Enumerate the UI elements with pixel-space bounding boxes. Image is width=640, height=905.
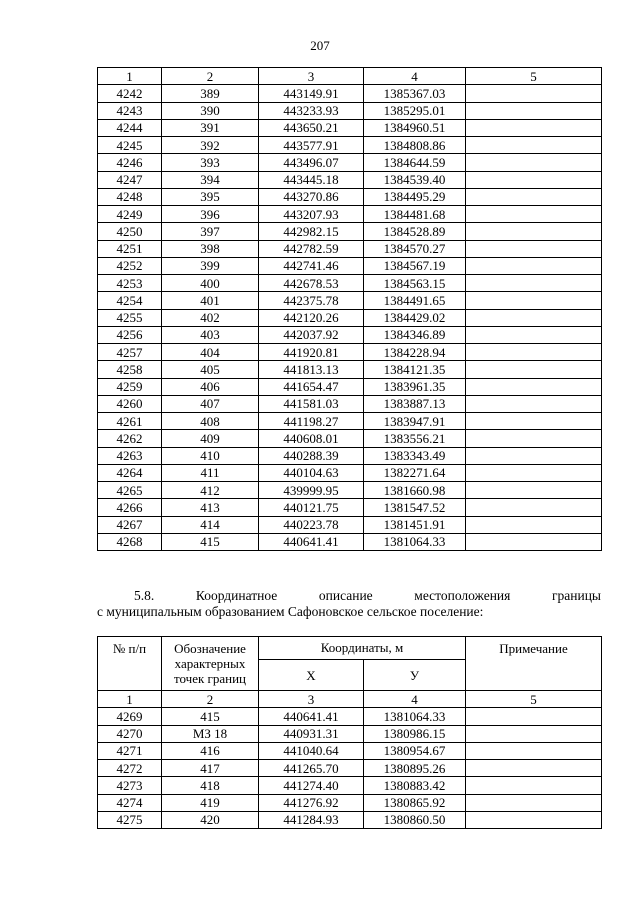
row-number-cell: 4260: [98, 395, 162, 412]
table-row: [98, 361, 602, 378]
x-coordinate-cell: 439999.95: [259, 482, 364, 499]
note-cell: [466, 292, 602, 309]
y-coordinate-cell: 1384228.94: [364, 344, 466, 361]
note-cell: [466, 206, 602, 223]
note-cell: [466, 533, 602, 550]
table-row: [98, 708, 602, 725]
y-coordinate-cell: 1383556.21: [364, 430, 466, 447]
x-coordinate-cell: 443233.93: [259, 102, 364, 119]
note-cell: [466, 482, 602, 499]
x-coordinate-cell: 441813.13: [259, 361, 364, 378]
row-number-cell: 4267: [98, 516, 162, 533]
row-number-cell: 4271: [98, 742, 162, 759]
y-coordinate-cell: 1384960.51: [364, 119, 466, 136]
y-coordinate-cell: 1384429.02: [364, 309, 466, 326]
x-coordinate-cell: 441265.70: [259, 760, 364, 777]
point-cell: 407: [162, 395, 259, 412]
row-number-cell: 4261: [98, 413, 162, 430]
y-coordinate-cell: 1383343.49: [364, 447, 466, 464]
column-number: 4: [364, 68, 466, 85]
column-number-row: [98, 68, 602, 85]
table-row: [98, 326, 602, 343]
row-number-cell: 4263: [98, 447, 162, 464]
row-number-cell: 4264: [98, 464, 162, 481]
y-coordinate-cell: 1384808.86: [364, 137, 466, 154]
note-cell: [466, 188, 602, 205]
y-coordinate-cell: 1383887.13: [364, 395, 466, 412]
point-cell: 411: [162, 464, 259, 481]
x-coordinate-cell: 442741.46: [259, 257, 364, 274]
row-number-cell: 4256: [98, 326, 162, 343]
table-row: [98, 292, 602, 309]
note-cell: [466, 119, 602, 136]
x-coordinate-cell: 441276.92: [259, 794, 364, 811]
point-cell: 415: [162, 533, 259, 550]
x-coordinate-cell: 442120.26: [259, 309, 364, 326]
row-number-cell: 4249: [98, 206, 162, 223]
y-coordinate-cell: 1382271.64: [364, 464, 466, 481]
x-coordinate-cell: 442782.59: [259, 240, 364, 257]
point-cell: 414: [162, 516, 259, 533]
column-number-row: [98, 691, 602, 708]
note-cell: [466, 499, 602, 516]
table-row: [98, 760, 602, 777]
table-row: [98, 119, 602, 136]
point-cell: 413: [162, 499, 259, 516]
row-number-cell: 4244: [98, 119, 162, 136]
coordinates-table-1: [97, 67, 602, 551]
point-cell: 403: [162, 326, 259, 343]
y-coordinate-cell: 1384481.68: [364, 206, 466, 223]
note-cell: [466, 378, 602, 395]
point-cell: 393: [162, 154, 259, 171]
point-cell: 409: [162, 430, 259, 447]
note-cell: [466, 154, 602, 171]
table-row: [98, 395, 602, 412]
point-cell: 389: [162, 85, 259, 102]
note-cell: [466, 447, 602, 464]
header-coordinates: Координаты, м: [259, 637, 466, 660]
table-row: [98, 154, 602, 171]
note-cell: [466, 430, 602, 447]
column-number: 2: [162, 691, 259, 708]
table-row: [98, 378, 602, 395]
x-coordinate-cell: 440641.41: [259, 708, 364, 725]
x-coordinate-cell: 441581.03: [259, 395, 364, 412]
note-cell: [466, 395, 602, 412]
table-row: [98, 171, 602, 188]
y-coordinate-cell: 1383961.35: [364, 378, 466, 395]
row-number-cell: 4269: [98, 708, 162, 725]
row-number-cell: 4272: [98, 760, 162, 777]
row-number-cell: 4275: [98, 811, 162, 828]
y-coordinate-cell: 1384121.35: [364, 361, 466, 378]
y-coordinate-cell: 1384528.89: [364, 223, 466, 240]
point-cell: 420: [162, 811, 259, 828]
page-number: 207: [310, 38, 330, 53]
table-row: [98, 482, 602, 499]
point-cell: 417: [162, 760, 259, 777]
header-x: X: [259, 660, 364, 691]
section-heading: 5.8. Координатное описание местоположения границы: [134, 588, 601, 603]
table-row: [98, 309, 602, 326]
note-cell: [466, 794, 602, 811]
point-cell: 419: [162, 794, 259, 811]
y-coordinate-cell: 1380860.50: [364, 811, 466, 828]
x-coordinate-cell: 443207.93: [259, 206, 364, 223]
table-row: [98, 102, 602, 119]
note-cell: [466, 309, 602, 326]
note-cell: [466, 137, 602, 154]
x-coordinate-cell: 441654.47: [259, 378, 364, 395]
y-coordinate-cell: 1384570.27: [364, 240, 466, 257]
header-row: [98, 637, 602, 660]
x-coordinate-cell: 440104.63: [259, 464, 364, 481]
point-cell: 401: [162, 292, 259, 309]
row-number-cell: 4265: [98, 482, 162, 499]
note-cell: [466, 777, 602, 794]
point-cell: 408: [162, 413, 259, 430]
note-cell: [466, 464, 602, 481]
x-coordinate-cell: 443650.21: [259, 119, 364, 136]
x-coordinate-cell: 442375.78: [259, 292, 364, 309]
y-coordinate-cell: 1385367.03: [364, 85, 466, 102]
header-designation: Обозначение характерных точек границ: [162, 637, 259, 691]
point-cell: 405: [162, 361, 259, 378]
table-row: [98, 85, 602, 102]
row-number-cell: 4268: [98, 533, 162, 550]
point-cell: 397: [162, 223, 259, 240]
x-coordinate-cell: 440641.41: [259, 533, 364, 550]
y-coordinate-cell: 1380895.26: [364, 760, 466, 777]
x-coordinate-cell: 441198.27: [259, 413, 364, 430]
note-cell: [466, 725, 602, 742]
table-row: [98, 447, 602, 464]
point-cell: 398: [162, 240, 259, 257]
x-coordinate-cell: 440931.31: [259, 725, 364, 742]
row-number-cell: 4247: [98, 171, 162, 188]
y-coordinate-cell: 1381064.33: [364, 708, 466, 725]
row-number-cell: 4251: [98, 240, 162, 257]
table-row: [98, 811, 602, 828]
point-cell: 415: [162, 708, 259, 725]
column-number: 2: [162, 68, 259, 85]
y-coordinate-cell: 1380883.42: [364, 777, 466, 794]
table-row: [98, 430, 602, 447]
point-cell: 390: [162, 102, 259, 119]
note-cell: [466, 326, 602, 343]
point-cell: 406: [162, 378, 259, 395]
point-cell: 410: [162, 447, 259, 464]
note-cell: [466, 223, 602, 240]
note-cell: [466, 811, 602, 828]
y-coordinate-cell: 1381451.91: [364, 516, 466, 533]
row-number-cell: 4242: [98, 85, 162, 102]
point-cell: 396: [162, 206, 259, 223]
x-coordinate-cell: 440121.75: [259, 499, 364, 516]
point-cell: МЗ 18: [162, 725, 259, 742]
section-heading-continuation: с муниципальным образованием Сафоновское сельское поселение:: [97, 604, 484, 619]
x-coordinate-cell: 443149.91: [259, 85, 364, 102]
table-row: [98, 777, 602, 794]
y-coordinate-cell: 1380986.15: [364, 725, 466, 742]
table-row: [98, 240, 602, 257]
row-number-cell: 4250: [98, 223, 162, 240]
point-cell: 416: [162, 742, 259, 759]
table-row: [98, 188, 602, 205]
table-row: [98, 794, 602, 811]
row-number-cell: 4255: [98, 309, 162, 326]
y-coordinate-cell: 1384495.29: [364, 188, 466, 205]
x-coordinate-cell: 441274.40: [259, 777, 364, 794]
x-coordinate-cell: 440223.78: [259, 516, 364, 533]
point-cell: 404: [162, 344, 259, 361]
table-row: [98, 206, 602, 223]
row-number-cell: 4245: [98, 137, 162, 154]
row-number-cell: 4243: [98, 102, 162, 119]
y-coordinate-cell: 1384563.15: [364, 275, 466, 292]
note-cell: [466, 171, 602, 188]
x-coordinate-cell: 440288.39: [259, 447, 364, 464]
header-note: Примечание: [466, 637, 602, 691]
row-number-cell: 4274: [98, 794, 162, 811]
y-coordinate-cell: 1384567.19: [364, 257, 466, 274]
point-cell: 392: [162, 137, 259, 154]
note-cell: [466, 361, 602, 378]
column-number: 3: [259, 68, 364, 85]
point-cell: 391: [162, 119, 259, 136]
note-cell: [466, 413, 602, 430]
x-coordinate-cell: 442037.92: [259, 326, 364, 343]
x-coordinate-cell: 440608.01: [259, 430, 364, 447]
table-row: [98, 516, 602, 533]
row-number-cell: 4270: [98, 725, 162, 742]
note-cell: [466, 708, 602, 725]
coordinates-table-1-body: [98, 68, 602, 551]
x-coordinate-cell: 441284.93: [259, 811, 364, 828]
coordinates-table-2: [97, 636, 602, 829]
note-cell: [466, 240, 602, 257]
note-cell: [466, 85, 602, 102]
column-number: 1: [98, 68, 162, 85]
x-coordinate-cell: 441920.81: [259, 344, 364, 361]
row-number-cell: 4258: [98, 361, 162, 378]
x-coordinate-cell: 443270.86: [259, 188, 364, 205]
y-coordinate-cell: 1381064.33: [364, 533, 466, 550]
x-coordinate-cell: 443496.07: [259, 154, 364, 171]
note-cell: [466, 742, 602, 759]
column-number: 1: [98, 691, 162, 708]
note-cell: [466, 344, 602, 361]
note-cell: [466, 516, 602, 533]
point-cell: 395: [162, 188, 259, 205]
table-row: [98, 742, 602, 759]
table-row: [98, 499, 602, 516]
header-number: № п/п: [98, 637, 162, 691]
row-number-cell: 4273: [98, 777, 162, 794]
y-coordinate-cell: 1384491.65: [364, 292, 466, 309]
x-coordinate-cell: 443445.18: [259, 171, 364, 188]
point-cell: 402: [162, 309, 259, 326]
y-coordinate-cell: 1381547.52: [364, 499, 466, 516]
point-cell: 399: [162, 257, 259, 274]
point-cell: 418: [162, 777, 259, 794]
y-coordinate-cell: 1381660.98: [364, 482, 466, 499]
point-cell: 400: [162, 275, 259, 292]
x-coordinate-cell: 443577.91: [259, 137, 364, 154]
section-paragraph: [97, 588, 601, 620]
y-coordinate-cell: 1384539.40: [364, 171, 466, 188]
y-coordinate-cell: 1380865.92: [364, 794, 466, 811]
row-number-cell: 4254: [98, 292, 162, 309]
row-number-cell: 4253: [98, 275, 162, 292]
column-number: 5: [466, 68, 602, 85]
table-row: [98, 344, 602, 361]
x-coordinate-cell: 442982.15: [259, 223, 364, 240]
y-coordinate-cell: 1384346.89: [364, 326, 466, 343]
row-number-cell: 4252: [98, 257, 162, 274]
table-row: [98, 464, 602, 481]
row-number-cell: 4266: [98, 499, 162, 516]
column-number: 4: [364, 691, 466, 708]
note-cell: [466, 275, 602, 292]
row-number-cell: 4246: [98, 154, 162, 171]
y-coordinate-cell: 1384644.59: [364, 154, 466, 171]
point-cell: 412: [162, 482, 259, 499]
table-row: [98, 137, 602, 154]
note-cell: [466, 760, 602, 777]
row-number-cell: 4248: [98, 188, 162, 205]
table-row: [98, 725, 602, 742]
table-row: [98, 275, 602, 292]
y-coordinate-cell: 1385295.01: [364, 102, 466, 119]
point-cell: 394: [162, 171, 259, 188]
coordinates-table-2-body: [98, 637, 602, 829]
table-row: [98, 413, 602, 430]
header-y: У: [364, 660, 466, 691]
row-number-cell: 4257: [98, 344, 162, 361]
row-number-cell: 4259: [98, 378, 162, 395]
x-coordinate-cell: 442678.53: [259, 275, 364, 292]
row-number-cell: 4262: [98, 430, 162, 447]
y-coordinate-cell: 1383947.91: [364, 413, 466, 430]
column-number: 3: [259, 691, 364, 708]
table-row: [98, 223, 602, 240]
x-coordinate-cell: 441040.64: [259, 742, 364, 759]
y-coordinate-cell: 1380954.67: [364, 742, 466, 759]
column-number: 5: [466, 691, 602, 708]
table-row: [98, 533, 602, 550]
note-cell: [466, 257, 602, 274]
note-cell: [466, 102, 602, 119]
table-row: [98, 257, 602, 274]
